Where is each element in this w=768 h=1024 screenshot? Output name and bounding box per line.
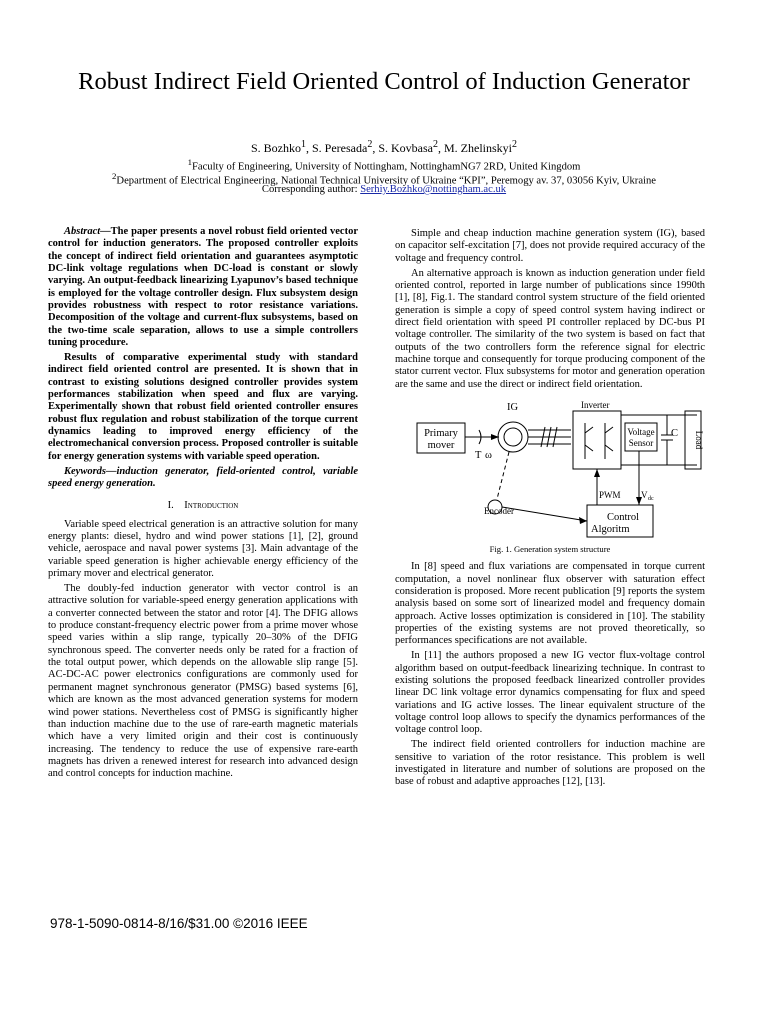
primary-mover-label: mover bbox=[427, 440, 455, 452]
copyright-footer: 978-1-5090-0814-8/16/$31.00 ©2016 IEEE bbox=[50, 916, 308, 931]
pwm-label: PWM bbox=[599, 490, 621, 501]
body-paragraph: In [11] the authors proposed a new IG vector flux-voltage control algorithm based on output-feedback linearizing technique. In contrast to existing solutions the proposed feedback linearized controller provides linear DC link voltage error dynamics compensating for flux and speed variations and IG active losses. The linear equivalent structure of the voltage control loop allows to specify the dynamics performances of the voltage control loop. bbox=[395, 650, 705, 736]
section-title: Introduction bbox=[184, 500, 239, 512]
author-separator: , bbox=[372, 141, 379, 155]
affiliation-text: Faculty of Engineering, University of Nottingham, NottinghamNG7 2RD, United Kingdom bbox=[192, 161, 581, 173]
affiliation-text: Department of Electrical Engineering, National Technical University of Ukraine “KPI”, Peremogy av. 37, 03056 Kyiv, Ukraine bbox=[116, 175, 656, 187]
body-paragraph: The doubly-fed induction generator with vector control is an attractive solution for variable-speed energy generation applications with a converter connected between the stator and rotor [4]. The DFIG allows to produce constant-frequency electric power from a prime mover whose speed varies within a slip range, typically 20–30% of the DFIG synchronous speed. The converter needs only be rated for a fraction of the total output power, which depends on the allowable slip range [5]. AC-DC-AC power electronics configurations are commonly used for permanent magnet synchronous generator (PMSG) based systems [6], which are known as the most advanced generation systems for modern wind power stations. Nevertheless cost of PMSG is significantly higher than induction machine due to the use of rare-earth magnetic materials which have a very limited origin and their cost is continuously increasing. The tendency to reduce the use of expensive rare-earth magnets has driven a renewed interest for research into advanced design and control concepts for induction machine. bbox=[48, 583, 358, 780]
load-label: Load bbox=[694, 430, 704, 450]
encoder-coupling bbox=[497, 452, 509, 499]
keywords bbox=[48, 466, 358, 491]
affiliation-mark: 1 bbox=[187, 157, 193, 167]
abstract bbox=[48, 226, 358, 349]
generation-system-diagram bbox=[395, 397, 705, 542]
capacitor-label: C bbox=[671, 428, 679, 440]
figure-caption: Fig. 1. Generation system structure bbox=[489, 544, 611, 555]
right-column bbox=[395, 228, 705, 791]
body-paragraph: Simple and cheap induction machine generation system (IG), based on capacitor self-excitation [7], does not provide required accuracy of the voltage and frequency control. bbox=[395, 228, 705, 264]
section-heading-introduction bbox=[48, 500, 358, 512]
encoder-arrowhead bbox=[579, 517, 587, 524]
inverter-label: Inverter bbox=[581, 400, 610, 411]
author-name: S. Bozhko bbox=[250, 141, 301, 155]
body-paragraph: In [8] speed and flux variations are compensated in torque current computation, a novel nonlinear flux observer with saturation effect consideration is proposed. More recent publication [9] reports the system analysis based on some sort of linearized model and frequency domain approach. Active losses optimization is considered in [10]. The stability properties of the existing systems are not proved theoretically, so performances specifications are not available. bbox=[395, 561, 705, 647]
control-label: Algoritm bbox=[591, 524, 630, 536]
keywords-text: —induction generator, field-oriented control, variable speed energy generation. bbox=[48, 465, 358, 490]
author-email-link[interactable]: Serhiy.Bozhko@nottingham.ac.uk bbox=[360, 184, 507, 195]
author-affiliation-mark: 2 bbox=[433, 139, 438, 150]
inverter-box bbox=[573, 411, 621, 469]
author-separator: , bbox=[438, 141, 444, 155]
ig-label: IG bbox=[507, 402, 519, 414]
abstract-results: Results of comparative experimental study with standard indirect field oriented control are presented. It is shown that in contrast to existing solutions designed controller provides system performances stabilization when speed and flux are varying. Experimentally shown that robust field oriented controller ensures robust flux regulation and robust stabilization of the torque current dynamics leading to improved energy efficiency of the electromechanical conversion process. Proposed controller is suitable for energy generation systems with variable speed operation. bbox=[48, 352, 358, 462]
vdc-subscript: dc bbox=[648, 496, 654, 503]
affiliation-mark: 2 bbox=[112, 171, 117, 181]
author-affiliation-mark: 2 bbox=[367, 139, 373, 150]
figure-1 bbox=[395, 397, 705, 542]
abstract-label: Abstract bbox=[64, 226, 101, 237]
primary-mover-label: Primary bbox=[424, 428, 458, 440]
omega-label: ω bbox=[485, 450, 492, 462]
author-name: S. Peresada bbox=[312, 141, 368, 155]
author-separator: , bbox=[306, 141, 312, 155]
corresponding-author bbox=[0, 184, 768, 197]
body-paragraph: An alternative approach is known as induction generation under field oriented control, reported in large number of publications since 1990th [1], [8], Fig.1. The standard control system structure of the field oriented generation is simple a copy of speed control system having indirect or direct field orientation with speed PI controller replaced by DC-bus PI voltage controller. The similarity of the two system is based on fact that outputs of the two controllers form the reference signal for electric machine torque and consequently for torque producing component of the stator current vector. Flux subsystems for motor and generation operation are the same and use the direct or indirect field orientation. bbox=[395, 267, 705, 390]
corresponding-label: Corresponding author: bbox=[261, 184, 361, 195]
body-paragraph: The indirect field oriented controllers for induction machine are sensitive to variation of the rotor resistance. This problem is well investigated in literature and number of solutions are proposed on the base of robust and adaptive approaches [12], [13]. bbox=[395, 739, 705, 788]
section-number: I. bbox=[167, 500, 174, 512]
keywords-label: Keywords bbox=[64, 465, 106, 477]
author-name: M. Zhelinskyi bbox=[444, 141, 512, 155]
voltage-sensor-label: Sensor bbox=[628, 438, 654, 449]
left-column bbox=[48, 226, 358, 783]
paper-title: Robust Indirect Field Oriented Control of Induction Generator bbox=[78, 68, 690, 95]
author-affiliation-mark: 1 bbox=[301, 139, 306, 150]
encoder-label: Encoder bbox=[484, 506, 514, 517]
abstract-text: —The paper presents a novel robust field oriented vector control for induction generators. The proposed controller exploits the concept of indirect field orientation and guarantees asymptotic DC-link voltage regulations when DC-load is constant or slowly varying. An output-feedback linearizing Lyapunov’s based technique is employed for the voltage controller design. Flux subsystem design provides robustness with respect to rotor resistance variations. Decomposition of the voltage and current-flux subsystems, based on the two-time scale separation, allows to use a simple controllers tuning procedure. bbox=[48, 226, 358, 349]
author-list bbox=[0, 138, 768, 155]
author-affiliation-mark: 2 bbox=[512, 139, 517, 150]
author-name: S. Kovbasa bbox=[378, 141, 433, 155]
inverter-switch bbox=[605, 427, 613, 451]
body-paragraph: Variable speed electrical generation is an attractive solution for many energy plants: diesel, hydro and wind power stations [1], [2], ground vehicle, aerospace and naval power systems [3]. Main advantage of the variable speed generation is higher achievable energy efficiency of the primary mover and electrical generator. bbox=[48, 518, 358, 580]
encoder-signal-line bbox=[502, 507, 587, 521]
ig-inner-circle bbox=[504, 428, 522, 446]
control-label: Control bbox=[607, 512, 640, 524]
voltage-sensor-label: Voltage bbox=[627, 427, 655, 438]
vdc-label: V bbox=[641, 490, 648, 501]
inverter-switch bbox=[585, 427, 593, 451]
pwm-arrowhead bbox=[594, 469, 600, 477]
torque-label: T bbox=[475, 450, 482, 462]
ig-outer-circle bbox=[498, 422, 528, 452]
